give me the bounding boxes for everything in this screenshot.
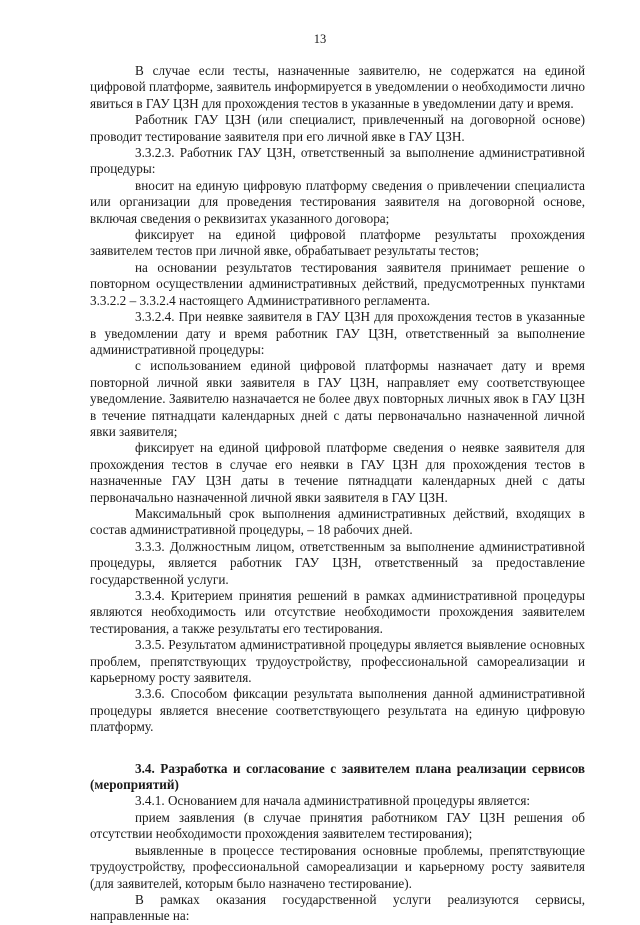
paragraph: В рамках оказания государственной услуги реализуются сервисы, направленные на: — [90, 891, 585, 924]
section-heading: 3.4. Разработка и согласование с заявителем плана реализации сервисов (мероприятий) — [90, 760, 585, 793]
paragraph: 3.3.5. Результатом административной процедуры является выявление основных проблем, препятствующих трудоустройству, профессиональной самореализации и карьерному росту заявителя. — [90, 637, 585, 686]
paragraph: 3.3.4. Критерием принятия решений в рамках административной процедуры являются необходимость или отсутствие необходимости прохождения заявителем тестирования, а также результаты его тестирования. — [90, 588, 585, 636]
paragraph: вносит на единую цифровую платформу сведения о привлечении специалиста или организации для проведения тестирования заявителя на договорной основе, включая сведения о реквизитах указанного договора; — [90, 177, 585, 226]
paragraph: 3.3.6. Способом фиксации результата выполнения данной административной процедуры является внесение соответствующего результата на единую цифровую платформу. — [90, 686, 585, 735]
paragraph: 3.4.1. Основанием для начала административной процедуры является: — [135, 793, 531, 809]
paragraph: фиксирует на единой цифровой платформе результаты прохождения заявителем тестов при личной явке, обрабатывает результаты тестов; — [90, 227, 585, 259]
paragraph: фиксирует на единой цифровой платформе сведения о неявке заявителя для прохождения тестов в случае его неявки в ГАУ ЦЗН для прохождения тестов в назначенные ГАУ ЦЗН даты в течение пятнадцати календарных дней с даты первоначально назначенной личной явки заявителя в ГАУ ЦЗН. — [90, 440, 585, 505]
document-body — [90, 63, 585, 925]
paragraph: выявленные в процессе тестирования основные проблемы, препятствующие трудоустройству, профессиональной самореализации и карьерному росту заявителя (для заявителей, которым было назначено тестирование). — [90, 842, 585, 891]
paragraph: Максимальный срок выполнения административных действий, входящих в состав административной процедуры, – 18 рабочих дней. — [90, 505, 585, 538]
paragraph: 3.3.3. Должностным лицом, ответственным за выполнение административной процедуры, является работник ГАУ ЦЗН, ответственный за предоставление государственной услуги. — [90, 538, 585, 587]
paragraph: В случае если тесты, назначенные заявителю, не содержатся на единой цифровой платформе, заявитель информируется в уведомлении о необходимости лично явиться в ГАУ ЦЗН для прохождения тестов в указанные в уведомлении дату и время. — [90, 63, 585, 111]
paragraph: на основании результатов тестирования заявителя принимает решение о повторном осуществлении административных действий, предусмотренных пунктами 3.3.2.2 – 3.3.2.4 настоящего Административного регламента. — [90, 259, 585, 308]
paragraph: 3.3.2.4. При неявке заявителя в ГАУ ЦЗН для прохождения тестов в указанные в уведомлении дату и время работник ГАУ ЦЗН, ответственный за выполнение административной процедуры: — [90, 309, 585, 357]
paragraph: Работник ГАУ ЦЗН (или специалист, привлеченный на договорной основе) проводит тестирование заявителя при его личной явке в ГАУ ЦЗН. — [90, 112, 585, 144]
paragraph: с использованием единой цифровой платформы назначает дату и время повторной личной явки заявителя в ГАУ ЦЗН, направляет ему соответствующее уведомление. Заявителю назначается не более двух повторных личных явок в ГАУ ЦЗН в течение пятнадцати календарных дней с даты первоначально назначенной личной явки заявителя; — [90, 358, 585, 439]
paragraph: прием заявления (в случае принятия работником ГАУ ЦЗН решения об отсутствии необходимости прохождения заявителем тестирования); — [90, 809, 585, 842]
page-number: 13 — [313, 32, 327, 46]
paragraph: 3.3.2.3. Работник ГАУ ЦЗН, ответственный за выполнение административной процедуры: — [90, 145, 585, 177]
